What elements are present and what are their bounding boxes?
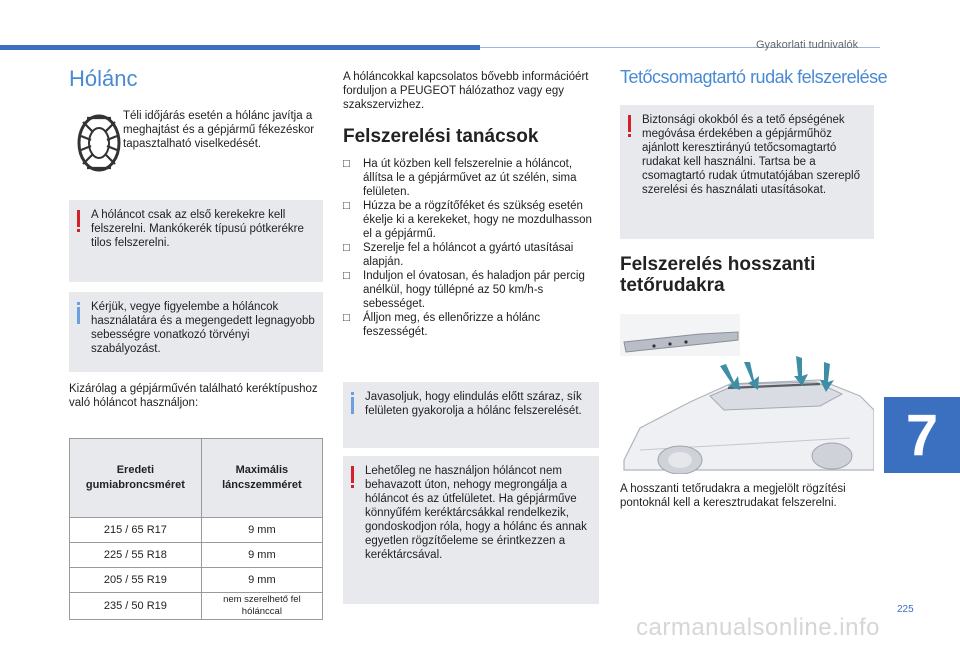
table-row bbox=[70, 568, 323, 593]
warning-text: Lehetőleg ne használjon hóláncot nem behavazott úton, nehogy megrongálja a hóláncot és az útfelületet. Ha gépjárműve könnyűfém keréktárcsákkal rendelkezik, gondoskodjon róla, hogy a hólánc és annak egyetlen rögzítőeleme se érintkezzen a keréktárcsával. bbox=[365, 465, 587, 561]
watermark: carmanualsonline.info bbox=[636, 614, 880, 641]
table-row bbox=[70, 593, 323, 620]
section-heading-tips: Felszerelési tanácsok bbox=[343, 126, 539, 147]
chain-size-table bbox=[69, 438, 323, 620]
link-size-cell: nem szerelhető fel hólánccal bbox=[201, 593, 322, 620]
warning-box-roof-bars bbox=[620, 105, 874, 239]
header-max-link: Maximális láncszemméret bbox=[201, 439, 322, 518]
warning-box-no-snow bbox=[343, 456, 599, 604]
section-heading-roof-bars: Tetőcsomagtartó rudak felszerelése bbox=[620, 67, 888, 87]
chapter-tab: 7 bbox=[884, 397, 960, 473]
warning-text: A hóláncot csak az első kerekekre kell felszerelni. Mankókerék típusú pótkerékre tilos felszerelni. bbox=[91, 209, 304, 249]
installation-steps bbox=[343, 157, 595, 339]
bullet-icon: □ bbox=[343, 242, 350, 254]
info-text: Javasoljuk, hogy elindulás előtt száraz, sík felületen gyakorolja a hólánc felszerelését. bbox=[365, 391, 582, 417]
warning-box-front-wheels bbox=[69, 200, 323, 282]
link-size-cell: 9 mm bbox=[201, 518, 322, 543]
table-header-row bbox=[70, 439, 323, 518]
tire-size-cell: 235 / 50 R19 bbox=[70, 593, 202, 620]
roof-bars-caption: A hosszanti tetőrudakra a megjelölt rögzítési pontoknál kell a keresztrudakat felszerelni. bbox=[620, 483, 846, 509]
column-snow-chains bbox=[69, 62, 323, 150]
list-item: □ Álljon meg, és ellenőrizze a hólánc feszességét. bbox=[343, 312, 541, 338]
car-roof-rails-illustration bbox=[620, 310, 874, 474]
tire-size-cell: 205 / 55 R19 bbox=[70, 568, 202, 593]
link-size-cell: 9 mm bbox=[201, 568, 322, 593]
info-box-practice bbox=[343, 382, 599, 448]
snow-chain-intro: Téli időjárás esetén a hólánc javítja a meghajtást és a gépjármű fékezéskor tapasztalható viselkedését. bbox=[123, 110, 315, 150]
table-row bbox=[70, 543, 323, 568]
bullet-icon: □ bbox=[343, 312, 350, 324]
info-box-regulations bbox=[69, 292, 323, 372]
table-intro: Kizárólag a gépjárművén található keréktípushoz való hóláncot használjon: bbox=[69, 383, 318, 409]
list-item: □ Szerelje fel a hóláncot a gyártó utasításai alapján. bbox=[343, 242, 574, 268]
warning-icon bbox=[628, 115, 631, 137]
bullet-icon: □ bbox=[343, 270, 350, 282]
tire-size-cell: 215 / 65 R17 bbox=[70, 518, 202, 543]
bullet-icon: □ bbox=[343, 200, 350, 212]
header-tire-size: Eredeti gumiabroncsméret bbox=[70, 439, 202, 518]
page-number: 225 bbox=[897, 604, 914, 615]
network-intro: A hóláncokkal kapcsolatos bővebb információért forduljon a PEUGEOT hálózathoz vagy egy szakszervizhez. bbox=[343, 71, 589, 111]
info-text: Kérjük, vegye figyelembe a hóláncok használatára és a megengedett legnagyobb sebességre vonatkozó törvényi szabályozást. bbox=[91, 301, 315, 355]
bullet-icon: □ bbox=[343, 158, 350, 170]
section-header: Gyakorlati tudnivalók bbox=[756, 39, 859, 51]
snow-chain-tire-icon bbox=[73, 112, 125, 174]
top-accent-bar bbox=[0, 45, 480, 50]
info-icon bbox=[77, 302, 80, 324]
list-item: □ Húzza be a rögzítőféket és szükség esetén ékelje ki a kerekeket, hogy ne mozdulhasson el a gépjármű. bbox=[343, 200, 592, 240]
list-item: □ Induljon el óvatosan, és haladjon pár percig anélkül, hogy túllépné az 50 km/h-s sebességet. bbox=[343, 270, 585, 310]
tire-size-cell: 225 / 55 R18 bbox=[70, 543, 202, 568]
section-heading-longitudinal: Felszerelés hosszanti tetőrudakra bbox=[620, 254, 816, 296]
warning-icon bbox=[351, 466, 354, 488]
page-title: Hólánc bbox=[69, 66, 138, 91]
link-size-cell: 9 mm bbox=[201, 543, 322, 568]
warning-text: Biztonsági okokból és a tető épségének megóvása érdekében a gépjárműhöz ajánlott keresztirányú tetőcsomagtartó rudakat kell használni. Tartsa be a csomagtartó rudak útmutatójában szereplő szerelési és használati utasításokat. bbox=[642, 114, 860, 196]
table-row bbox=[70, 518, 323, 543]
list-item: □ Ha út közben kell felszerelnie a hóláncot, állítsa le a gépjárművet az út szélén, sima felületen. bbox=[343, 158, 577, 198]
warning-icon bbox=[77, 210, 80, 232]
info-icon bbox=[351, 392, 354, 414]
